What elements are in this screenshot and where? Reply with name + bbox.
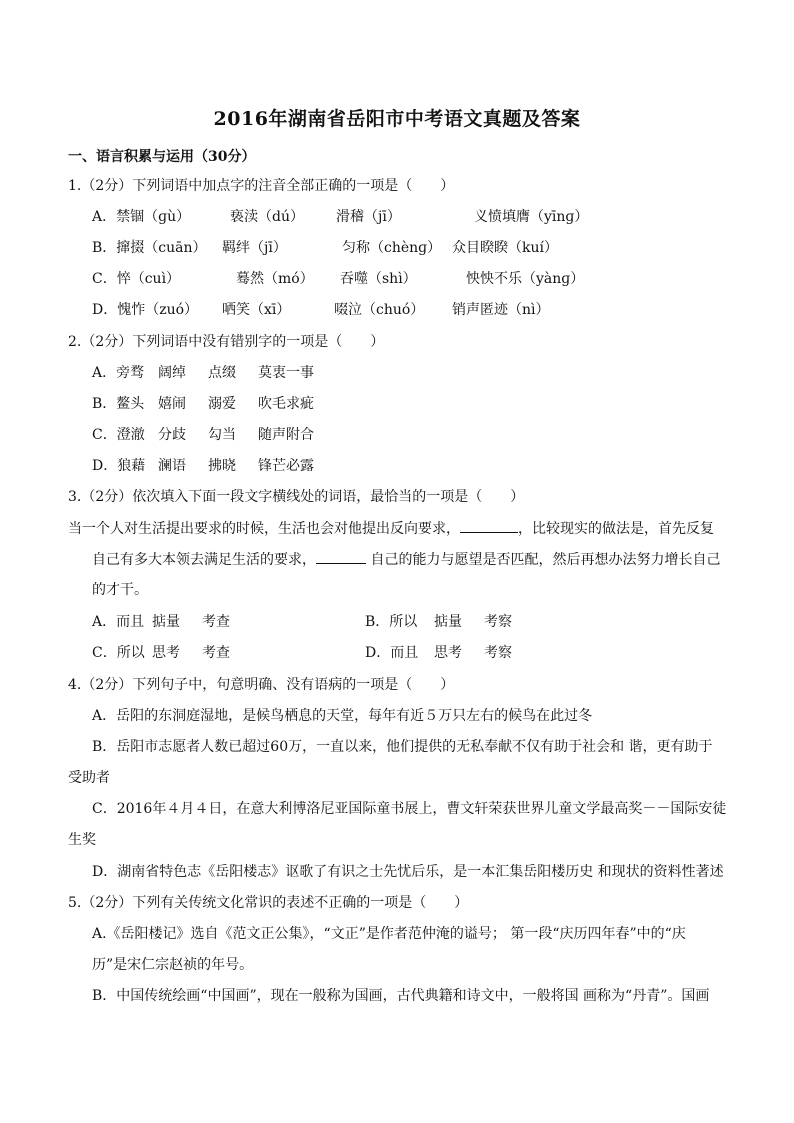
option-item: 考察 [484,645,512,661]
question-2-stem: 2.（2分）下列词语中没有错别字的一项是（ ） [68,334,385,350]
option-item: B．鳌头 [92,396,145,412]
question-3-passage-line-1 [68,518,714,539]
option-item: 吹毛求疵 [258,396,314,412]
option-item: A．而且 [92,614,145,630]
question-4-option-d: D．湖南省特色志《岳阳楼志》讴歌了有识之士先忧后乐，是一本汇集岳阳楼历史 和现状的资料性著述 [92,864,724,880]
option-item: 滑稽（jī） [336,209,401,225]
option-item: C．悴（cuì） [92,271,181,287]
option-item: A．旁骛 [92,365,145,381]
fill-blank [316,549,366,564]
question-4-option-c: C．2016年４月４日，在意大利博洛尼亚国际童书展上，曹文轩荣获世界儿童文学最高奖－－国际安徒 [92,801,727,817]
option-item: 哂笑（xī） [222,302,291,318]
option-item: C．所以 [92,645,145,661]
option-item: 思考 [152,645,180,661]
option-item: 随声附合 [258,427,314,443]
option-item: 考查 [202,645,230,661]
question-4-stem: 4.（2分）下列句子中，句意明确、没有语病的一项是（ ） [68,677,455,693]
option-item: D．愧怍（zuó） [92,302,199,318]
question-3-passage-line-3: 的才干。 [92,582,148,598]
question-5-option-a: A.《岳阳楼记》选自《范文正公集》，“文正”是作者范仲淹的谥号； 第一段“庆历四年春”中的“庆 [92,926,686,942]
option-item: 吞噬（shì） [340,271,417,287]
option-item: 嬉闹 [158,396,186,412]
option-item: 考察 [484,614,512,630]
option-item: C．澄澈 [92,427,145,443]
fill-blank [460,518,518,533]
question-1-stem: 1.（2分）下列词语中加点字的注音全部正确的一项是（ ） [68,178,455,194]
question-5-stem: 5.（2分）下列有关传统文化常识的表述不正确的一项是（ ） [68,895,469,911]
option-item: 掂量 [152,614,180,630]
option-item: 亵渎（dú） [230,209,304,225]
option-item: 羁绊（jī） [222,240,287,256]
passage-text: 当一个人对生活提出要求的时候，生活也会对他提出反向要求， [68,521,460,537]
option-item: 勾当 [208,427,236,443]
option-item: 拂晓 [208,458,236,474]
question-5-option-b: B．中国传统绘画“中国画”，现在一般称为国画，古代典籍和诗文中，一般将国 画称为“丹青”。国画 [92,988,710,1004]
option-item: 考查 [202,614,230,630]
option-item: 澜语 [158,458,186,474]
option-item: 众目睽睽（kuí） [452,240,558,256]
question-3-passage-line-2 [92,549,720,570]
option-item: 点缀 [208,365,236,381]
option-item: 锋芒必露 [258,458,314,474]
option-item: 阔绰 [158,365,186,381]
section-heading: 一、语言积累与运用（30分） [68,149,256,165]
passage-text: 自己有多大本领去满足生活的要求， [92,552,316,568]
option-item: B．所以 [365,614,418,630]
option-item: 思考 [434,645,462,661]
option-item: 啜泣（chuó） [334,302,425,318]
option-item: A．禁锢（ɡù） [92,209,191,225]
option-item: B．撺掇（cuān） [92,240,207,256]
option-item: 义愤填膺（yīnɡ） [474,209,589,225]
question-4-option-b: B．岳阳市志愿者人数已超过60万，一直以来，他们提供的无私奉献不仅有助于社会和 谐，更有助于 [92,739,713,755]
option-item: 莫衷一事 [258,365,314,381]
question-5-option-a-cont: 历”是宋仁宗赵祯的年号。 [92,957,254,973]
question-3-stem: 3.（2分）依次填入下面一段文字横线处的词语，最恰当的一项是（ ） [68,489,525,505]
option-item: 分歧 [158,427,186,443]
option-item: 掂量 [434,614,462,630]
question-4-option-b-cont: 受助者 [68,770,110,786]
question-4-option-c-cont: 生奖 [68,832,96,848]
option-item: D．狼藉 [92,458,146,474]
option-item: 匀称（chènɡ） [342,240,442,256]
question-4-option-a: A．岳阳的东洞庭湿地，是候鸟栖息的天堂，每年有近５万只左右的候鸟在此过冬 [92,708,593,724]
passage-text: 自己的能力与愿望是否匹配，然后再想办法努力增长自己 [366,552,721,568]
option-item: 溺爱 [208,396,236,412]
option-item: D．而且 [365,645,419,661]
option-item: 蓦然（mó） [236,271,314,287]
passage-text: ，比较现实的做法是，首先反复 [518,521,714,537]
document-title: 2016年湖南省岳阳市中考语文真题及答案 [213,108,581,130]
option-item: 怏怏不乐（yànɡ） [466,271,585,287]
option-item: 销声匿迹（nì） [452,302,550,318]
